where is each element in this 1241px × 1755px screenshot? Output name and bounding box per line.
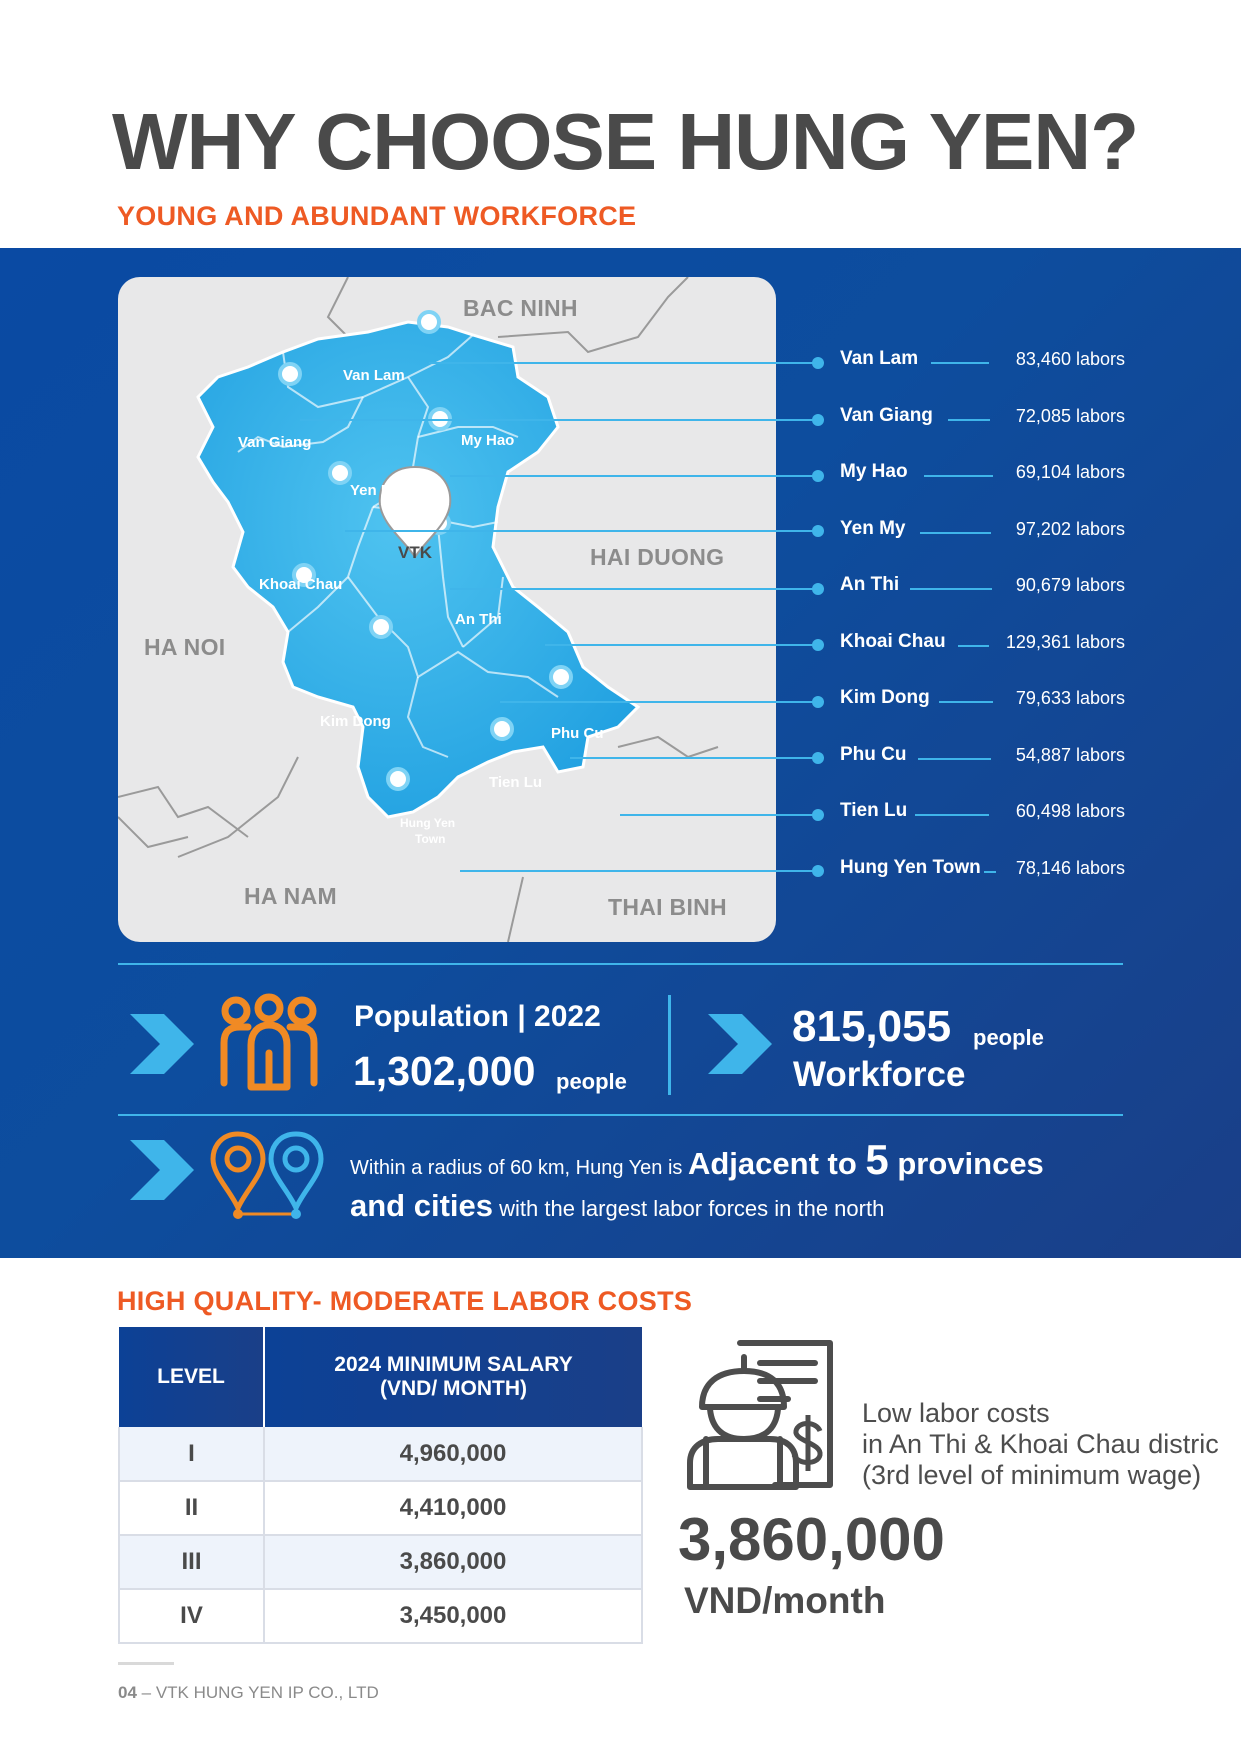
marker-phu-cu [551, 667, 571, 687]
map-label-tien-lu: Tien Lu [489, 774, 543, 791]
table-row [119, 1427, 642, 1481]
leader-dot-my-hao [812, 470, 824, 482]
company-name: – VTK HUNG YEN IP CO., LTD [136, 1683, 379, 1702]
district-labors: 97,202 labors [1015, 519, 1125, 539]
district-labors: 69,104 labors [1015, 462, 1125, 482]
cost-note-line-3: (3rd level of minimum wage) [862, 1460, 1202, 1490]
page-title: WHY CHOOSE HUNG YEN? [112, 97, 1139, 186]
district-row-hung-yen-town [840, 857, 1125, 887]
cell-level: IV [119, 1589, 264, 1643]
adjacency-number: 5 [865, 1136, 889, 1183]
adjacency-line2-bold: and cities [350, 1188, 493, 1223]
cell-level: III [119, 1535, 264, 1589]
adjacency-line2-rest: with the largest labor forces in the north [493, 1196, 885, 1221]
people-group-icon [218, 993, 320, 1093]
district-labors: 60,498 labors [1015, 801, 1125, 821]
leader-dot-phu-cu [812, 752, 824, 764]
district-labors: 90,679 labors [1015, 575, 1125, 595]
map-label-van-giang: Van Giang [238, 434, 312, 451]
adjacency-bold: Adjacent to [687, 1146, 866, 1181]
leader-dot-van-lam [812, 357, 824, 369]
population-value: 1,302,000 [353, 1048, 536, 1094]
cell-salary: 3,860,000 [264, 1535, 642, 1589]
district-row-my-hao [840, 461, 1125, 491]
column-header-salary-line-1: 2024 MINIMUM SALARY [334, 1353, 573, 1376]
district-dash [939, 701, 993, 703]
column-header-salary [264, 1327, 642, 1427]
leader-dot-hung-yen-town [812, 865, 824, 877]
section-subtitle: YOUNG AND ABUNDANT WORKFORCE [117, 201, 637, 231]
leader-line-an-thi [450, 588, 817, 590]
district-dash [958, 645, 989, 647]
district-name: Kim Dong [840, 687, 930, 708]
map-label-van-lam: Van Lam [343, 367, 405, 384]
district-name: Hung Yen Town [840, 857, 981, 878]
worker-salary-icon [680, 1335, 850, 1495]
leader-line-hung-yen-town [460, 870, 817, 872]
workforce-value: 815,055 [792, 1002, 952, 1051]
district-dash [918, 758, 991, 760]
district-labors: 72,085 labors [1015, 406, 1125, 426]
adjacency-prefix: Within a radius of 60 km, Hung Yen is [350, 1157, 688, 1179]
leader-dot-kim-dong [812, 696, 824, 708]
cell-salary: 4,410,000 [264, 1481, 642, 1535]
location-pins-icon [208, 1130, 328, 1222]
neighbor-bac-ninh: BAC NINH [463, 295, 578, 321]
cell-level: I [119, 1427, 264, 1481]
district-name: An Thi [840, 574, 900, 595]
district-labors: 78,146 labors [1015, 858, 1125, 878]
district-name: Van Giang [840, 405, 933, 426]
district-dash [948, 419, 990, 421]
divider-vertical [668, 995, 671, 1095]
map-label-town: Town [415, 832, 446, 846]
chevron-right-icon [130, 1140, 195, 1200]
marker-van-lam [419, 312, 439, 332]
district-labors: 83,460 labors [1015, 349, 1125, 369]
neighbor-ha-noi: HA NOI [144, 634, 226, 660]
district-row-khoai-chau [840, 631, 1125, 661]
leader-dot-van-giang [812, 414, 824, 426]
marker-tien-lu [492, 719, 512, 739]
population-label: Population | 2022 [354, 1000, 601, 1033]
neighbor-hai-duong: HAI DUONG [590, 544, 725, 570]
map-label-yen-my: Yen My [350, 482, 402, 499]
leader-line-khoai-chau [545, 644, 817, 646]
district-dash [924, 475, 993, 477]
leader-line-phu-cu [570, 757, 817, 759]
table-row [119, 1481, 642, 1535]
workforce-unit: people [973, 1025, 1044, 1050]
page-footer [118, 1683, 379, 1703]
neighbor-ha-nam: HA NAM [244, 883, 337, 909]
cell-salary: 3,450,000 [264, 1589, 642, 1643]
district-name: Khoai Chau [840, 631, 946, 652]
district-name: Van Lam [840, 348, 919, 369]
district-row-an-thi [840, 574, 1125, 604]
leader-dot-an-thi [812, 583, 824, 595]
district-row-yen-my [840, 518, 1125, 548]
marker-kim-dong [371, 617, 391, 637]
district-dash [984, 871, 996, 873]
district-dash [910, 588, 992, 590]
marker-hung-yen-town [388, 769, 408, 789]
column-header-salary-line-2: (VND/ MONTH) [380, 1377, 527, 1400]
neighbor-thai-binh: THAI BINH [608, 894, 727, 920]
minimum-salary-table [118, 1327, 643, 1644]
leader-line-my-hao [450, 475, 817, 477]
district-dash [920, 532, 991, 534]
page-number: 04 [118, 1683, 137, 1702]
table-row [119, 1535, 642, 1589]
district-name: Yen My [840, 518, 906, 539]
vtk-logo: VTK [398, 543, 432, 562]
district-row-tien-lu [840, 800, 1125, 830]
marker-van-giang [280, 364, 300, 384]
cell-level: II [119, 1481, 264, 1535]
district-row-van-lam [840, 348, 1125, 378]
district-row-phu-cu [840, 744, 1125, 774]
district-dash [931, 362, 989, 364]
leader-line-yen-my [345, 530, 817, 532]
divider-middle [118, 1114, 1123, 1116]
district-name: Tien Lu [840, 800, 908, 821]
leader-line-van-lam [429, 362, 817, 364]
district-row-kim-dong [840, 687, 1125, 717]
leader-dot-khoai-chau [812, 639, 824, 651]
population-unit: people [556, 1069, 627, 1094]
cost-note-line-2: in An Thi & Khoai Chau distric [862, 1429, 1219, 1459]
province-map [118, 277, 776, 942]
footer-rule [118, 1662, 174, 1665]
highlight-salary-value: 3,860,000 [678, 1506, 945, 1573]
marker-yen-my [330, 463, 350, 483]
map-graphic [118, 277, 776, 942]
map-label-khoai-chau: Khoai Chau [259, 576, 343, 593]
hung-yen-province-shape [198, 322, 638, 817]
leader-dot-tien-lu [812, 809, 824, 821]
district-labors: 129,361 labors [1005, 632, 1125, 652]
adjacency-line-2 [350, 1188, 884, 1224]
map-label-my-hao: My Hao [461, 432, 515, 449]
district-row-van-giang [840, 405, 1125, 435]
chevron-right-icon [708, 1014, 773, 1074]
highlight-salary-unit: VND/month [684, 1580, 886, 1621]
column-header-level: LEVEL [119, 1327, 264, 1427]
district-name: My Hao [840, 461, 908, 482]
chevron-right-icon [130, 1014, 195, 1074]
map-label-kim-dong: Kim Dong [320, 713, 391, 730]
district-dash [915, 814, 989, 816]
adjacency-bold-2: provinces [888, 1146, 1044, 1181]
leader-line-tien-lu [620, 814, 817, 816]
leader-line-van-giang [300, 419, 817, 421]
cost-note-line-1: Low labor costs [862, 1398, 1050, 1428]
leader-line-kim-dong [500, 701, 817, 703]
map-label-an-thi: An Thi [455, 611, 502, 628]
cell-salary: 4,960,000 [264, 1427, 642, 1481]
adjacency-line-1 [350, 1136, 1044, 1184]
district-labors: 54,887 labors [1015, 745, 1125, 765]
district-labors: 79,633 labors [1015, 688, 1125, 708]
workforce-label: Workforce [793, 1055, 966, 1094]
map-label-hung-yen: Hung Yen [400, 816, 456, 830]
divider-top [118, 963, 1123, 965]
map-label-phu-cu: Phu Cu [551, 725, 604, 742]
labor-costs-heading: HIGH QUALITY- MODERATE LABOR COSTS [117, 1286, 693, 1316]
leader-dot-yen-my [812, 525, 824, 537]
table-header-row [119, 1327, 642, 1427]
table-row [119, 1589, 642, 1643]
district-name: Phu Cu [840, 744, 907, 765]
